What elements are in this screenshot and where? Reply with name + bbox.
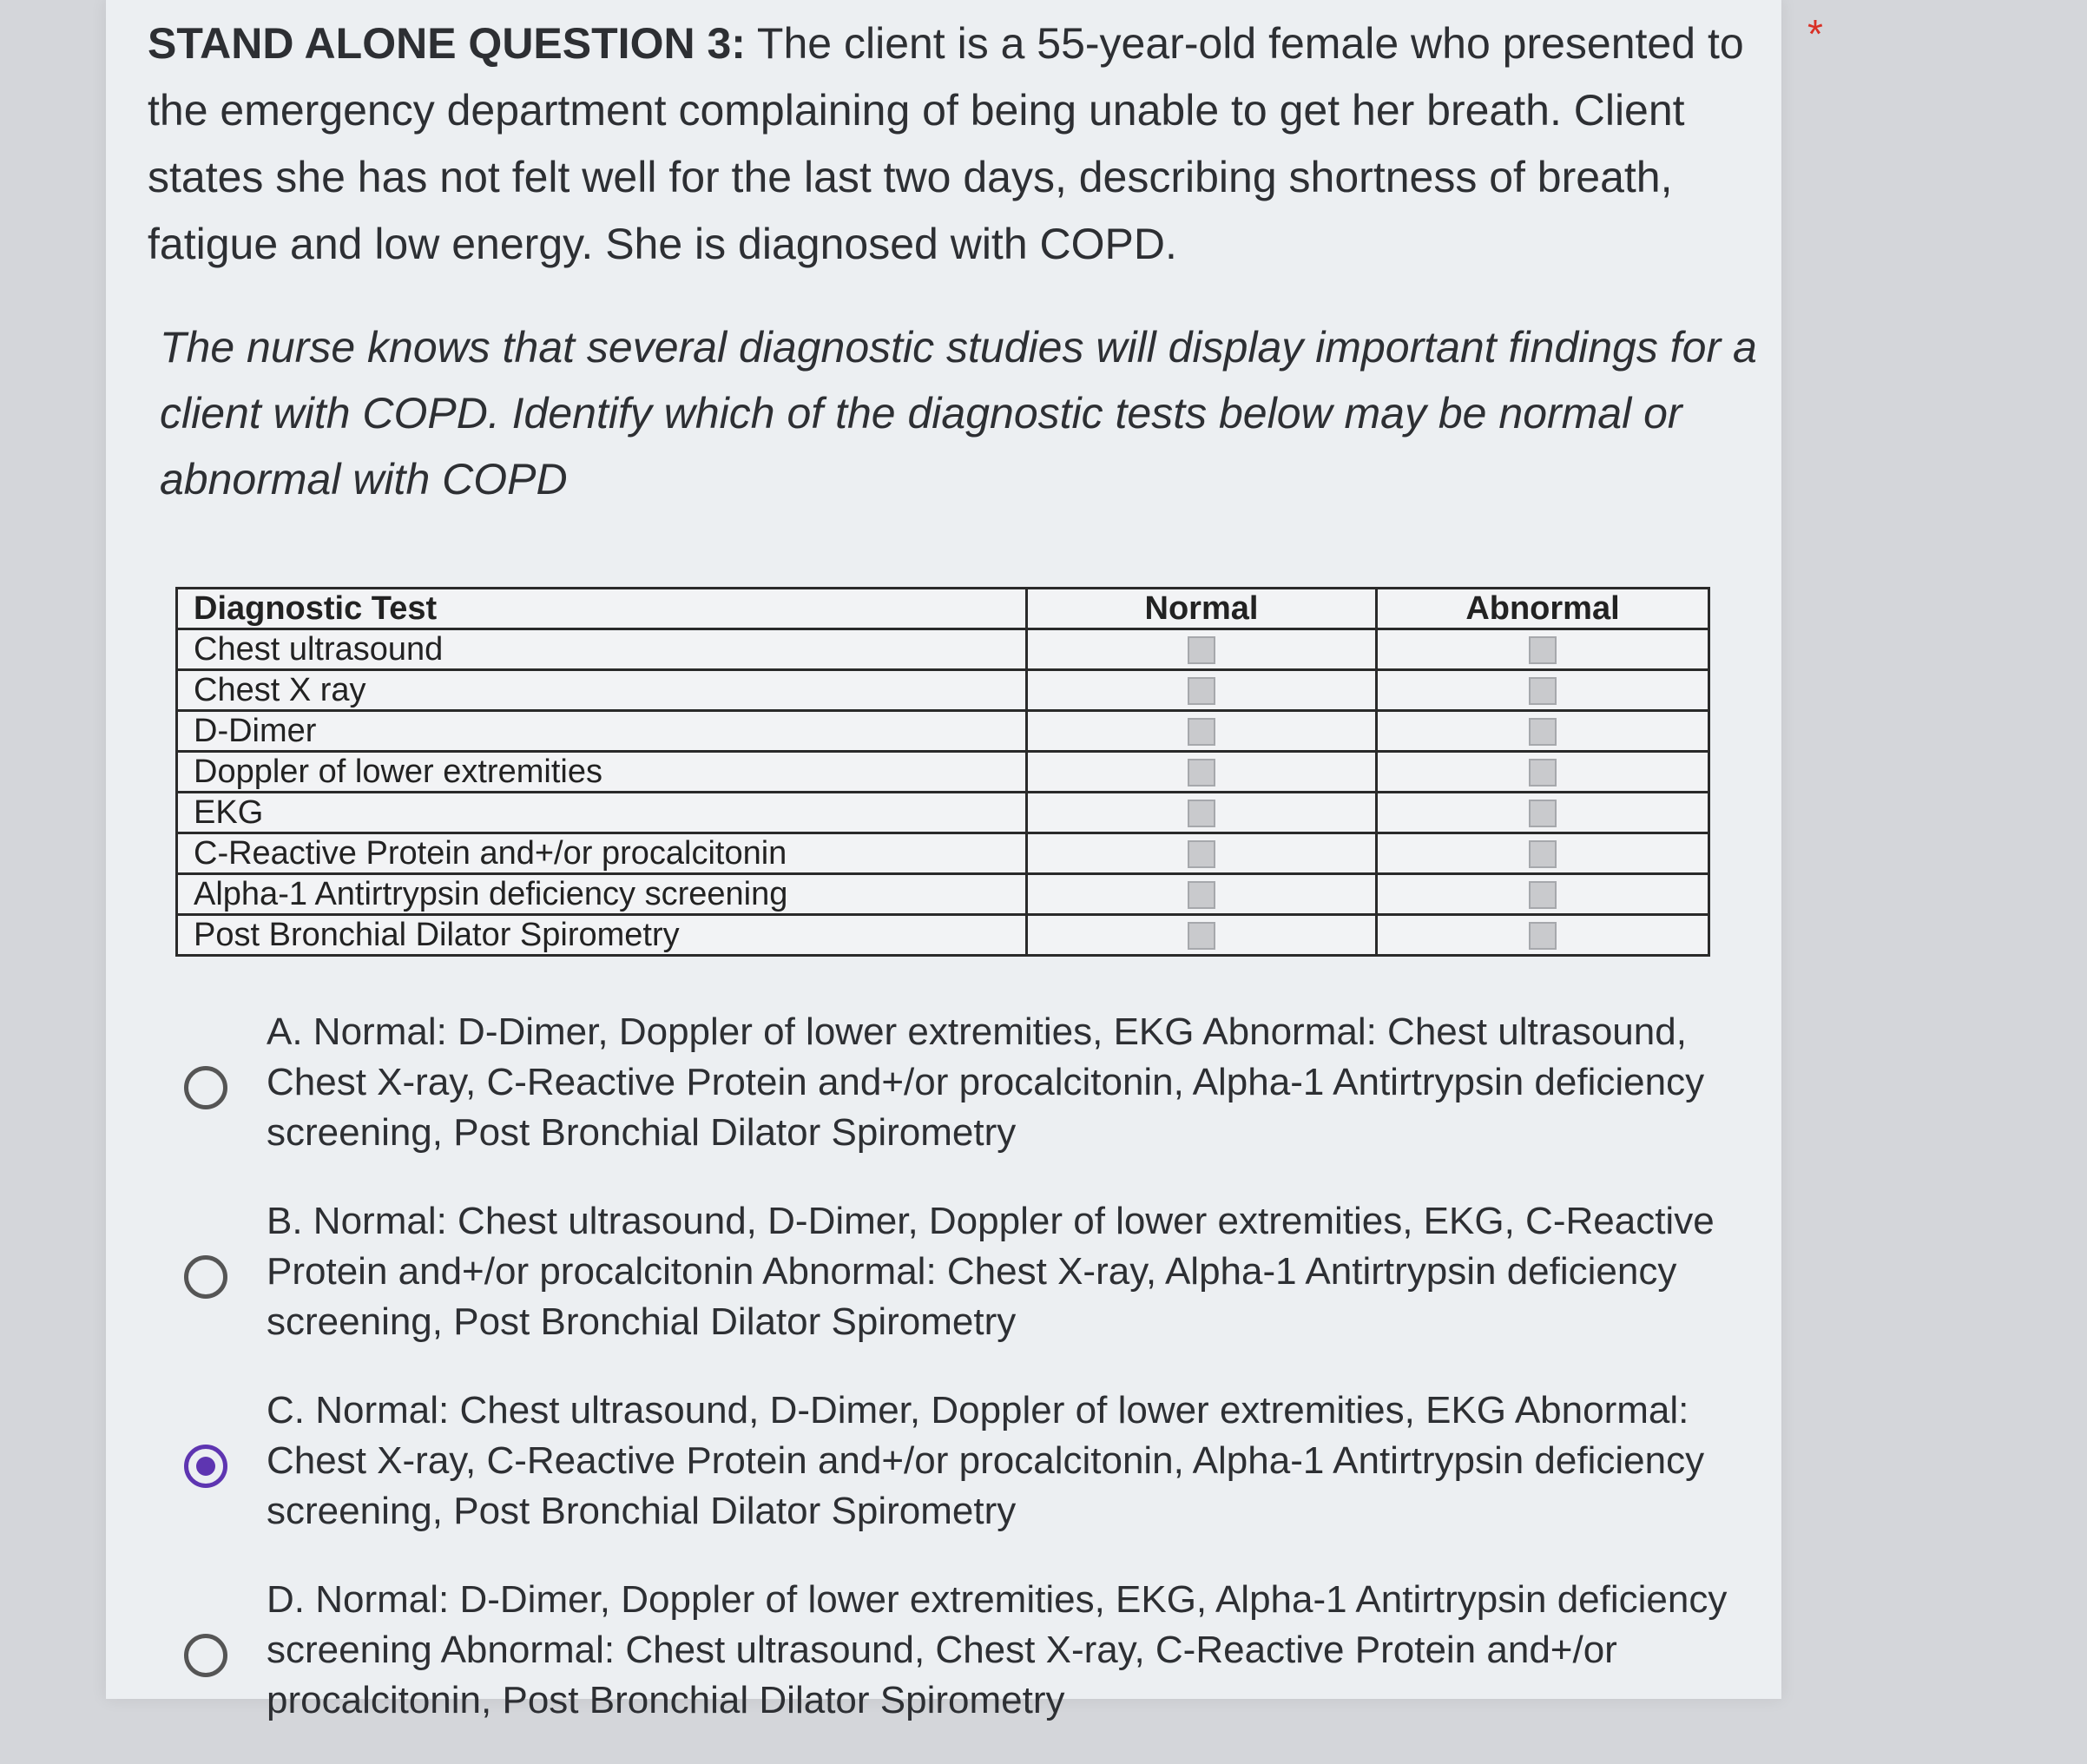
abnormal-cell xyxy=(1377,629,1709,670)
table-body xyxy=(177,629,1709,956)
abnormal-cell xyxy=(1377,711,1709,752)
normal-checkbox[interactable] xyxy=(1188,800,1215,827)
option-c[interactable] xyxy=(184,1386,1764,1575)
radio-button-b[interactable] xyxy=(184,1255,227,1299)
diagnostic-test-name: Chest X ray xyxy=(177,670,1027,711)
option-label-c[interactable]: C. Normal: Chest ultrasound, D-Dimer, Doppler of lower extremities, EKG Abnormal: Chest X-ray, C-Reactive Protein and+/or procalcitonin, Alpha-1 Antirtrypsin deficiency screening, Post Bronchial Dilator Spirometry xyxy=(267,1389,1705,1532)
table-row xyxy=(177,833,1709,874)
table-row xyxy=(177,793,1709,833)
table-row xyxy=(177,874,1709,915)
diagnostic-test-name: Doppler of lower extremities xyxy=(177,752,1027,793)
abnormal-checkbox[interactable] xyxy=(1529,677,1557,705)
abnormal-cell xyxy=(1377,874,1709,915)
table-row xyxy=(177,670,1709,711)
abnormal-checkbox[interactable] xyxy=(1529,800,1557,827)
abnormal-checkbox[interactable] xyxy=(1529,840,1557,868)
normal-checkbox[interactable] xyxy=(1188,881,1215,909)
table-row xyxy=(177,752,1709,793)
normal-checkbox[interactable] xyxy=(1188,718,1215,746)
header-diagnostic-test: Diagnostic Test xyxy=(177,589,1027,629)
normal-cell xyxy=(1027,711,1377,752)
question-body: The client is a 55-year-old female who presented to the emergency department complaining of being unable to get her breath. Client states she has not felt well for the last two days, describing shortness of breath, fatigue and low energy. She is diagnosed with COPD. xyxy=(148,19,1744,268)
abnormal-checkbox[interactable] xyxy=(1529,881,1557,909)
radio-button-d[interactable] xyxy=(184,1634,227,1677)
header-normal: Normal xyxy=(1027,589,1377,629)
diagnostic-test-name: C-Reactive Protein and+/or procalcitonin xyxy=(177,833,1027,874)
table-header-row xyxy=(177,589,1709,629)
abnormal-cell xyxy=(1377,752,1709,793)
normal-cell xyxy=(1027,874,1377,915)
normal-checkbox[interactable] xyxy=(1188,636,1215,664)
normal-cell xyxy=(1027,793,1377,833)
abnormal-checkbox[interactable] xyxy=(1529,718,1557,746)
abnormal-checkbox[interactable] xyxy=(1529,922,1557,950)
normal-checkbox[interactable] xyxy=(1188,922,1215,950)
diagnostic-test-name: Alpha-1 Antirtrypsin deficiency screening xyxy=(177,874,1027,915)
radio-selected-dot xyxy=(196,1457,215,1476)
diagnostic-test-name: D-Dimer xyxy=(177,711,1027,752)
header-abnormal: Abnormal xyxy=(1377,589,1709,629)
normal-cell xyxy=(1027,915,1377,956)
table-row xyxy=(177,915,1709,956)
radio-button-a[interactable] xyxy=(184,1066,227,1109)
abnormal-cell xyxy=(1377,833,1709,874)
table-row xyxy=(177,711,1709,752)
table-row xyxy=(177,629,1709,670)
abnormal-checkbox[interactable] xyxy=(1529,759,1557,787)
normal-cell xyxy=(1027,752,1377,793)
question-text xyxy=(148,10,1780,278)
option-b[interactable] xyxy=(184,1196,1764,1386)
option-d[interactable] xyxy=(184,1575,1764,1764)
question-instruction: The nurse knows that several diagnostic studies will display important findings for a client with COPD. Identify which of the diagnostic tests below may be normal or abnormal with COPD xyxy=(160,323,1757,504)
question-card xyxy=(106,0,1823,1721)
answer-options xyxy=(184,1007,1764,1764)
question-label: STAND ALONE QUESTION 3: xyxy=(148,19,746,68)
abnormal-cell xyxy=(1377,793,1709,833)
diagnostic-test-name: Chest ultrasound xyxy=(177,629,1027,670)
option-a[interactable] xyxy=(184,1007,1764,1196)
normal-checkbox[interactable] xyxy=(1188,840,1215,868)
option-label-a[interactable]: A. Normal: D-Dimer, Doppler of lower extremities, EKG Abnormal: Chest ultrasound, Chest X-ray, C-Reactive Protein and+/or procalcitonin, Alpha-1 Antirtrypsin deficiency screening, Post Bronchial Dilator Spirometry xyxy=(267,1010,1705,1154)
option-label-b[interactable]: B. Normal: Chest ultrasound, D-Dimer, Doppler of lower extremities, EKG, C-Reactive Protein and+/or procalcitonin Abnormal: Chest X-ray, Alpha-1 Antirtrypsin deficiency screening, Post Bronchial Dilator Spirometry xyxy=(267,1200,1715,1343)
required-marker: * xyxy=(1807,11,1823,56)
abnormal-cell xyxy=(1377,915,1709,956)
diagnostic-table xyxy=(175,587,1710,957)
abnormal-checkbox[interactable] xyxy=(1529,636,1557,664)
option-label-d[interactable]: D. Normal: D-Dimer, Doppler of lower extremities, EKG, Alpha-1 Antirtrypsin deficiency screening Abnormal: Chest ultrasound, Chest X-ray, C-Reactive Protein and+/or procalcitonin, Post Bronchial Dilator Spirometry xyxy=(267,1578,1728,1721)
normal-cell xyxy=(1027,833,1377,874)
abnormal-cell xyxy=(1377,670,1709,711)
radio-button-c[interactable] xyxy=(184,1445,227,1488)
normal-checkbox[interactable] xyxy=(1188,759,1215,787)
normal-checkbox[interactable] xyxy=(1188,677,1215,705)
diagnostic-test-name: EKG xyxy=(177,793,1027,833)
diagnostic-test-name: Post Bronchial Dilator Spirometry xyxy=(177,915,1027,956)
normal-cell xyxy=(1027,670,1377,711)
normal-cell xyxy=(1027,629,1377,670)
